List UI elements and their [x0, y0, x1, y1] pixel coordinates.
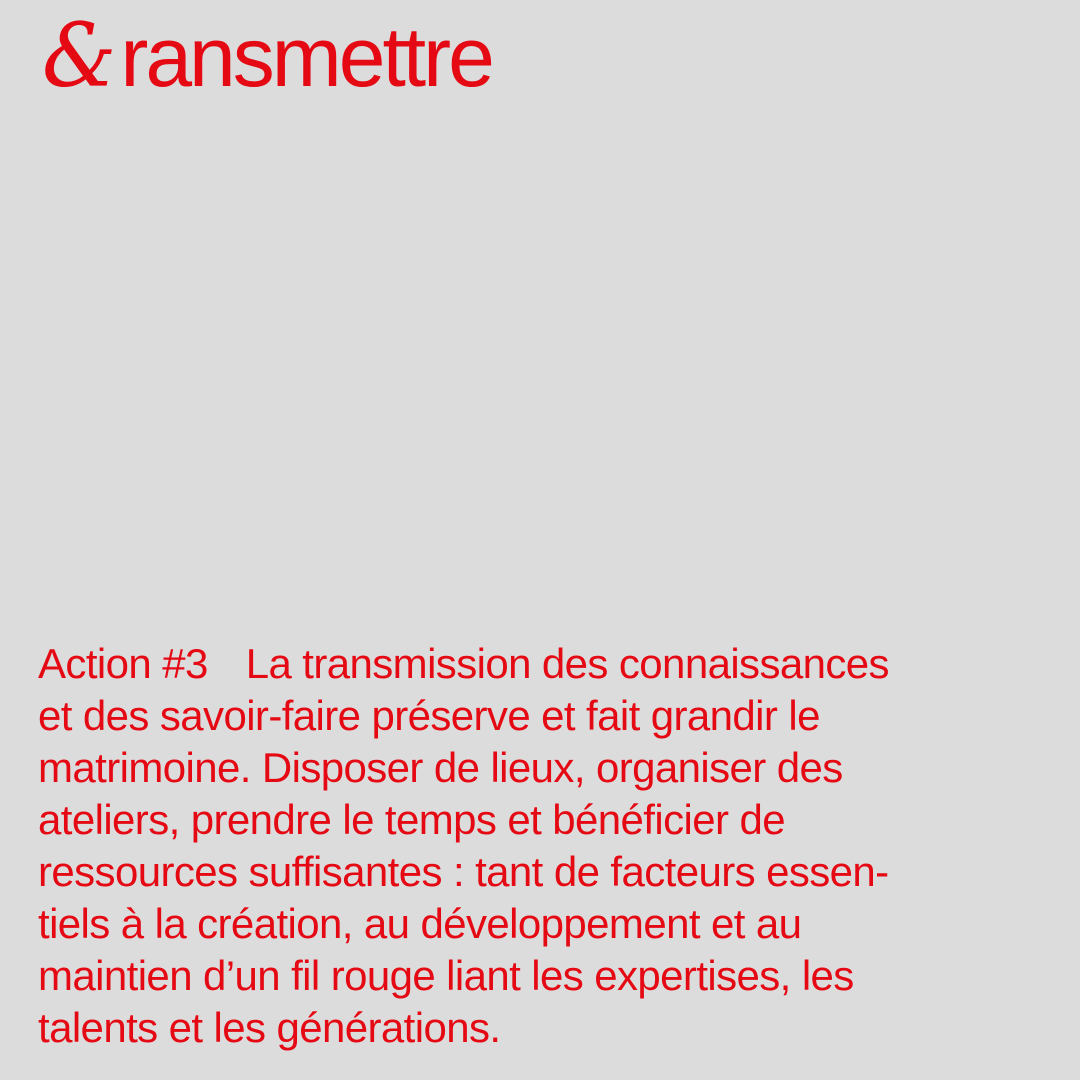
paragraph-line: ressources suffisantes : tant de facteurs essen-: [38, 848, 889, 895]
action-label: Action #3: [38, 640, 208, 687]
paragraph-line: ateliers, prendre le temps et bénéficier de: [38, 796, 785, 843]
paragraph-line: [38, 638, 1048, 690]
action-paragraph: [38, 638, 1048, 1054]
paragraph-line: talents et les générations.: [38, 1004, 501, 1051]
page-title: [40, 4, 492, 107]
paragraph-line-text: La transmission des connaissances: [245, 640, 889, 687]
title-initial-letter: &: [41, 4, 117, 107]
title-text: ransmettre: [120, 10, 492, 104]
paragraph-line: matrimoine. Disposer de lieux, organiser des: [38, 744, 843, 791]
paragraph-line: maintien d’un fil rouge liant les expertises, les: [38, 952, 854, 999]
paragraph-line: et des savoir-faire préserve et fait grandir le: [38, 692, 820, 739]
paragraph-line: tiels à la création, au développement et au: [38, 900, 802, 947]
